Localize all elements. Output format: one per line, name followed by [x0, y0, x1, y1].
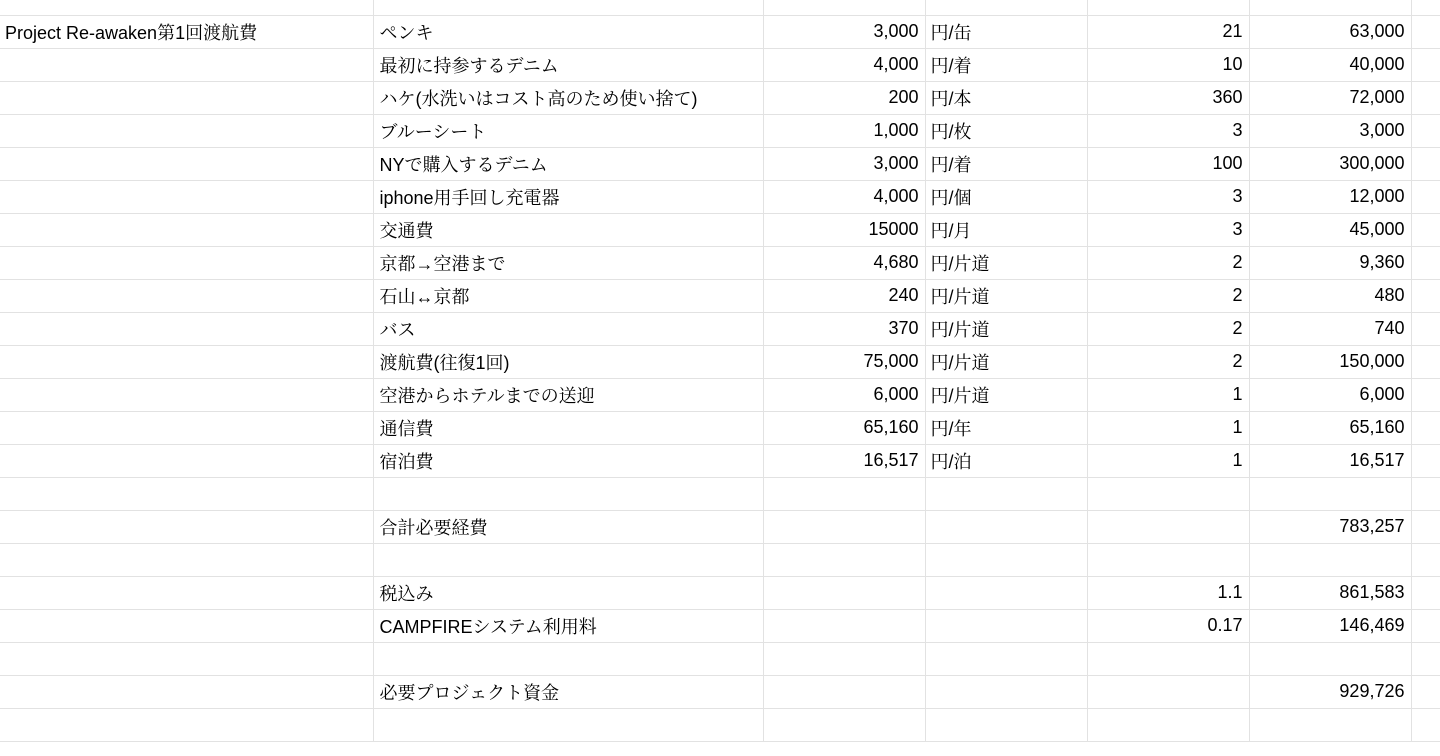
total-cell[interactable]: 65,160 [1249, 411, 1411, 444]
cell[interactable] [0, 378, 373, 411]
cell[interactable] [1411, 345, 1440, 378]
table-row [0, 48, 1440, 81]
cell[interactable] [0, 345, 373, 378]
cell[interactable] [0, 675, 373, 708]
cell[interactable] [763, 708, 925, 741]
cell[interactable] [0, 246, 373, 279]
cell[interactable] [1411, 609, 1440, 642]
cell[interactable] [1411, 114, 1440, 147]
total-cell[interactable]: 72,000 [1249, 81, 1411, 114]
cell[interactable] [1411, 477, 1440, 510]
cell[interactable] [0, 279, 373, 312]
unit-price-cell[interactable]: 240 [763, 279, 925, 312]
cell[interactable] [763, 543, 925, 576]
cell[interactable] [925, 675, 1087, 708]
cell[interactable] [1411, 708, 1440, 741]
cell[interactable] [763, 510, 925, 543]
project-label-cell[interactable]: Project Re-awaken第1回渡航費 [0, 15, 373, 48]
cell[interactable] [925, 609, 1087, 642]
total-cell[interactable]: 45,000 [1249, 213, 1411, 246]
cell[interactable] [1411, 48, 1440, 81]
item-name-cell[interactable]: 京都→空港まで [373, 246, 763, 279]
unit-cell[interactable]: 円/月 [925, 213, 1087, 246]
cell[interactable] [0, 576, 373, 609]
cell[interactable] [1249, 477, 1411, 510]
table-row [0, 114, 1440, 147]
cell[interactable] [1087, 477, 1249, 510]
quantity-cell[interactable]: 2 [1087, 279, 1249, 312]
cell[interactable] [1411, 576, 1440, 609]
cell[interactable] [925, 477, 1087, 510]
total-cell[interactable]: 300,000 [1249, 147, 1411, 180]
unit-price-cell[interactable]: 370 [763, 312, 925, 345]
total-value-cell[interactable]: 929,726 [1249, 675, 1411, 708]
tax-rate-cell[interactable]: 1.1 [1087, 576, 1249, 609]
unit-cell[interactable]: 円/缶 [925, 15, 1087, 48]
item-name-cell[interactable]: 石山↔京都 [373, 279, 763, 312]
table-row [0, 15, 1440, 48]
cell[interactable] [763, 0, 925, 15]
cell[interactable] [373, 477, 763, 510]
unit-price-cell[interactable]: 4,000 [763, 48, 925, 81]
total-cell[interactable]: 3,000 [1249, 114, 1411, 147]
item-name-cell[interactable]: 交通費 [373, 213, 763, 246]
cell[interactable] [0, 543, 373, 576]
cell[interactable] [0, 411, 373, 444]
item-name-cell[interactable]: 空港からホテルまでの送迎 [373, 378, 763, 411]
unit-cell[interactable]: 円/着 [925, 48, 1087, 81]
tax-label-cell[interactable]: 税込み [373, 576, 763, 609]
cell[interactable] [925, 576, 1087, 609]
unit-price-cell[interactable]: 4,000 [763, 180, 925, 213]
item-name-cell[interactable]: NYで購入するデニム [373, 147, 763, 180]
cell[interactable] [0, 510, 373, 543]
unit-cell[interactable]: 円/片道 [925, 279, 1087, 312]
cell[interactable] [763, 642, 925, 675]
table-row [0, 576, 1440, 609]
quantity-cell[interactable]: 360 [1087, 81, 1249, 114]
item-name-cell[interactable]: 通信費 [373, 411, 763, 444]
table-row [0, 279, 1440, 312]
cell[interactable] [925, 543, 1087, 576]
table-row [0, 147, 1440, 180]
cell[interactable] [925, 0, 1087, 15]
item-name-cell[interactable]: バス [373, 312, 763, 345]
cell[interactable] [763, 576, 925, 609]
unit-cell[interactable]: 円/片道 [925, 312, 1087, 345]
cell[interactable] [1087, 708, 1249, 741]
cell[interactable] [0, 81, 373, 114]
table-row [0, 345, 1440, 378]
cell[interactable] [925, 708, 1087, 741]
quantity-cell[interactable]: 2 [1087, 246, 1249, 279]
cell[interactable] [0, 444, 373, 477]
cell[interactable] [1087, 675, 1249, 708]
cell[interactable] [925, 642, 1087, 675]
cell[interactable] [1411, 81, 1440, 114]
unit-cell[interactable]: 円/枚 [925, 114, 1087, 147]
cell[interactable] [373, 543, 763, 576]
table-row [0, 378, 1440, 411]
total-cell[interactable]: 40,000 [1249, 48, 1411, 81]
table-row [0, 312, 1440, 345]
cell[interactable] [0, 0, 373, 15]
table-row [0, 543, 1440, 576]
unit-price-cell[interactable]: 200 [763, 81, 925, 114]
table-row [0, 0, 1440, 15]
cell[interactable] [373, 708, 763, 741]
cell[interactable] [1411, 0, 1440, 15]
item-name-cell[interactable]: ペンキ [373, 15, 763, 48]
cell[interactable] [0, 477, 373, 510]
table-row [0, 642, 1440, 675]
table-row [0, 708, 1440, 741]
quantity-cell[interactable]: 2 [1087, 312, 1249, 345]
unit-cell[interactable]: 円/着 [925, 147, 1087, 180]
cell[interactable] [1087, 0, 1249, 15]
item-name-cell[interactable]: ハケ(水洗いはコスト高のため使い捨て) [373, 81, 763, 114]
table-row [0, 411, 1440, 444]
unit-cell[interactable]: 円/片道 [925, 378, 1087, 411]
cell[interactable] [763, 477, 925, 510]
unit-cell[interactable]: 円/年 [925, 411, 1087, 444]
cell[interactable] [1411, 15, 1440, 48]
unit-price-cell[interactable]: 3,000 [763, 147, 925, 180]
unit-price-cell[interactable]: 16,517 [763, 444, 925, 477]
unit-price-cell[interactable]: 4,680 [763, 246, 925, 279]
table-row [0, 81, 1440, 114]
unit-cell[interactable]: 円/個 [925, 180, 1087, 213]
cell[interactable] [1411, 675, 1440, 708]
unit-price-cell[interactable]: 6,000 [763, 378, 925, 411]
cell[interactable] [1249, 708, 1411, 741]
cell[interactable] [0, 213, 373, 246]
cell[interactable] [763, 609, 925, 642]
item-name-cell[interactable]: iphone用手回し充電器 [373, 180, 763, 213]
total-cell[interactable]: 150,000 [1249, 345, 1411, 378]
item-name-cell[interactable]: ブルーシート [373, 114, 763, 147]
quantity-cell[interactable]: 3 [1087, 180, 1249, 213]
unit-price-cell[interactable]: 3,000 [763, 15, 925, 48]
cell[interactable] [1411, 444, 1440, 477]
cell[interactable] [0, 48, 373, 81]
quantity-cell[interactable]: 3 [1087, 213, 1249, 246]
total-cell[interactable]: 63,000 [1249, 15, 1411, 48]
unit-price-cell[interactable]: 15000 [763, 213, 925, 246]
total-cell[interactable]: 9,360 [1249, 246, 1411, 279]
table-row [0, 675, 1440, 708]
table-row [0, 246, 1440, 279]
cell[interactable] [373, 642, 763, 675]
table-row [0, 477, 1440, 510]
cell[interactable] [0, 609, 373, 642]
table-row [0, 213, 1440, 246]
cell[interactable] [1411, 213, 1440, 246]
cell[interactable] [1411, 510, 1440, 543]
fee-value-cell[interactable]: 146,469 [1249, 609, 1411, 642]
quantity-cell[interactable]: 21 [1087, 15, 1249, 48]
cell[interactable] [0, 708, 373, 741]
quantity-cell[interactable]: 3 [1087, 114, 1249, 147]
unit-price-cell[interactable]: 75,000 [763, 345, 925, 378]
cell[interactable] [1249, 543, 1411, 576]
total-cell[interactable]: 480 [1249, 279, 1411, 312]
quantity-cell[interactable]: 100 [1087, 147, 1249, 180]
quantity-cell[interactable]: 1 [1087, 378, 1249, 411]
cell[interactable] [1411, 411, 1440, 444]
unit-cell[interactable]: 円/泊 [925, 444, 1087, 477]
total-cell[interactable]: 740 [1249, 312, 1411, 345]
cell[interactable] [0, 114, 373, 147]
table-row [0, 180, 1440, 213]
total-label-cell[interactable]: 必要プロジェクト資金 [373, 675, 763, 708]
total-cell[interactable]: 12,000 [1249, 180, 1411, 213]
cell[interactable] [373, 0, 763, 15]
total-cell[interactable]: 16,517 [1249, 444, 1411, 477]
cell[interactable] [925, 510, 1087, 543]
quantity-cell[interactable]: 1 [1087, 411, 1249, 444]
subtotal-value-cell[interactable]: 783,257 [1249, 510, 1411, 543]
cell[interactable] [0, 312, 373, 345]
cell[interactable] [1249, 642, 1411, 675]
cell[interactable] [0, 147, 373, 180]
table-row [0, 444, 1440, 477]
unit-price-cell[interactable]: 65,160 [763, 411, 925, 444]
item-name-cell[interactable]: 渡航費(往復1回) [373, 345, 763, 378]
cell[interactable] [1411, 312, 1440, 345]
unit-cell[interactable]: 円/片道 [925, 246, 1087, 279]
fee-label-cell[interactable]: CAMPFIREシステム利用料 [373, 609, 763, 642]
cell[interactable] [763, 675, 925, 708]
tax-value-cell[interactable]: 861,583 [1249, 576, 1411, 609]
quantity-cell[interactable]: 2 [1087, 345, 1249, 378]
cell[interactable] [1411, 246, 1440, 279]
table-row [0, 510, 1440, 543]
unit-cell[interactable]: 円/片道 [925, 345, 1087, 378]
item-name-cell[interactable]: 最初に持参するデニム [373, 48, 763, 81]
cell[interactable] [1411, 543, 1440, 576]
cell[interactable] [1087, 543, 1249, 576]
cell[interactable] [0, 180, 373, 213]
unit-cell[interactable]: 円/本 [925, 81, 1087, 114]
quantity-cell[interactable]: 10 [1087, 48, 1249, 81]
cell[interactable] [1411, 147, 1440, 180]
fee-rate-cell[interactable]: 0.17 [1087, 609, 1249, 642]
cell[interactable] [1411, 279, 1440, 312]
cell[interactable] [1087, 642, 1249, 675]
cell[interactable] [1411, 180, 1440, 213]
table-row [0, 609, 1440, 642]
cell[interactable] [1249, 0, 1411, 15]
cell[interactable] [1411, 642, 1440, 675]
total-cell[interactable]: 6,000 [1249, 378, 1411, 411]
unit-price-cell[interactable]: 1,000 [763, 114, 925, 147]
cell[interactable] [1411, 378, 1440, 411]
item-name-cell[interactable]: 宿泊費 [373, 444, 763, 477]
cell[interactable] [0, 642, 373, 675]
subtotal-label-cell[interactable]: 合計必要経費 [373, 510, 763, 543]
cell[interactable] [1087, 510, 1249, 543]
quantity-cell[interactable]: 1 [1087, 444, 1249, 477]
